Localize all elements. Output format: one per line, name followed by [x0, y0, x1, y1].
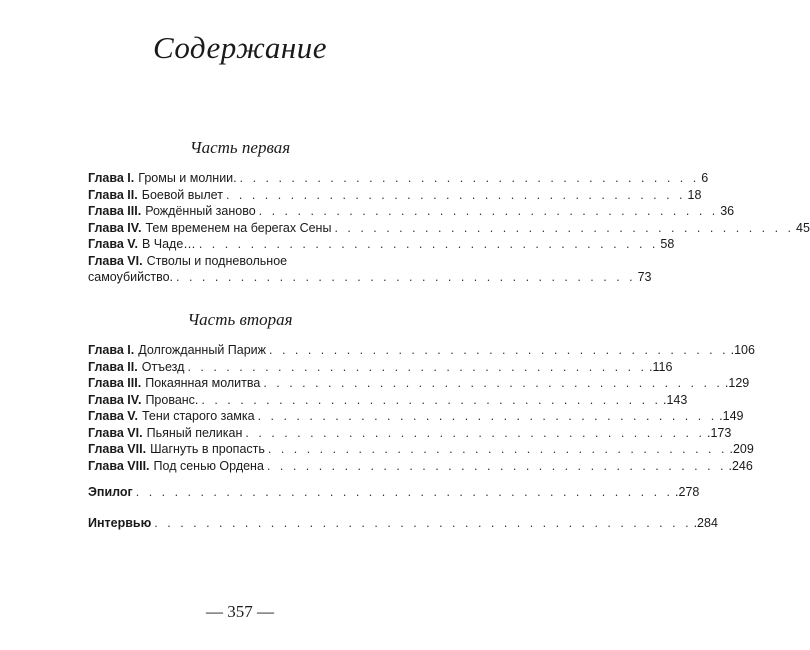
leader-dots: . . . . . . . . . . . . . . . . . . . . . . . . . . . . . . . . . . . . [267, 442, 728, 456]
page-ref: 45 [796, 220, 810, 235]
page-ref: .246 [728, 458, 753, 473]
chapter-title: В Чаде… [141, 237, 196, 251]
chapter-title-continuation: самоубийство. [88, 270, 174, 284]
leader-dots: . . . . . . . . . . . . . . . . . . . . . . . . . . . . . . . . . . . . . . . . . . [135, 485, 674, 499]
toc-entry[interactable] [88, 187, 702, 204]
chapter-label: Глава IV. [88, 220, 142, 235]
chapter-title: Боевой вылет [141, 187, 223, 202]
chapter-title: Прованс. [145, 392, 199, 407]
chapter-title: Тени старого замка [141, 409, 255, 423]
toc-entry[interactable] [88, 359, 673, 376]
part-one-heading: Часть первая [189, 138, 291, 157]
chapter-title: Покаянная молитва [145, 376, 261, 390]
chapter-title: Тем временем на берегах Сены [145, 220, 332, 235]
chapter-title: Под сенью Ордена [153, 458, 264, 473]
toc-entry[interactable] [88, 375, 750, 392]
page-ref: .143 [662, 392, 688, 407]
leader-dots: . . . . . . . . . . . . . . . . . . . . . . . . . . . . . . . . . . . . [334, 220, 795, 235]
chapter-title: Рождённый заново [145, 204, 256, 218]
leader-dots: . . . . . . . . . . . . . . . . . . . . . . . . . . . . . . . . . . . . [176, 270, 636, 284]
toc-entry[interactable] [88, 236, 675, 253]
toc-entry[interactable] [88, 342, 755, 359]
leader-dots: . . . . . . . . . . . . . . . . . . . . . . . . . . . . . . . . . . . . [258, 204, 719, 218]
toc-entry[interactable] [88, 253, 392, 270]
toc-entry-epilogue[interactable] [88, 484, 700, 501]
leader-dots: . . . . . . . . . . . . . . . . . . . . . . . . . . . . . . . . . . . . . . . . . . [154, 516, 692, 530]
chapter-title: Пьяный пеликан [146, 425, 243, 440]
chapter-label: Глава II. [88, 187, 138, 202]
page-ref: 58 [660, 237, 675, 251]
page-number: — 357 — [206, 602, 274, 621]
chapter-label: Глава VII. [88, 442, 147, 456]
chapter-label: Глава I. [88, 343, 135, 357]
chapter-title: Громы и молнии. [138, 171, 237, 185]
chapter-title: Отъезд [141, 359, 185, 374]
toc-entry[interactable] [88, 170, 709, 187]
page-ref: .284 [693, 516, 718, 530]
leader-dots: . . . . . . . . . . . . . . . . . . . . . . . . . . . . . . . . . . . . [245, 425, 705, 440]
toc-entry[interactable] [88, 458, 753, 475]
page-ref: .129 [724, 376, 750, 390]
toc-entry[interactable] [88, 441, 754, 458]
chapter-label: Глава IV. [88, 392, 142, 407]
leader-dots: . . . . . . . . . . . . . . . . . . . . . . . . . . . . . . . . . . . . [263, 376, 723, 390]
leader-dots: . . . . . . . . . . . . . . . . . . . . . . . . . . . . . . . . . . . . [198, 237, 659, 251]
epilogue-label: Эпилог [88, 485, 133, 499]
toc-entry-continuation[interactable] [88, 269, 652, 286]
chapter-title: Шагнуть в пропасть [150, 442, 265, 456]
toc-entry[interactable] [88, 392, 688, 409]
page-ref: 18 [687, 187, 702, 202]
leader-dots: . . . . . . . . . . . . . . . . . . . . . . . . . . . . . . . . . . . . [269, 343, 729, 357]
page-title: Содержание [152, 30, 328, 65]
chapter-label: Глава III. [88, 204, 142, 218]
page-ref: .278 [675, 485, 700, 499]
epilogue-toc [88, 484, 700, 501]
part-two-heading: Часть вторая [187, 310, 293, 329]
leader-dots: . . . . . . . . . . . . . . . . . . . . . . . . . . . . . . . . . . . . [225, 187, 686, 202]
page-ref: .173 [706, 425, 732, 440]
leader-dots: . . . . . . . . . . . . . . . . . . . . . . . . . . . . . . . . . . . . [187, 359, 648, 374]
leader-dots: . . . . . . . . . . . . . . . . . . . . . . . . . . . . . . . . . . . . [239, 171, 700, 185]
leader-dots: . . . . . . . . . . . . . . . . . . . . . . . . . . . . . . . . . . . . [266, 458, 727, 473]
leader-dots: . . . . . . . . . . . . . . . . . . . . . . . . . . . . . . . . . . . . [257, 409, 718, 423]
chapter-title: Стволы и подневольное [146, 253, 288, 268]
chapter-label: Глава VIII. [88, 458, 150, 473]
interview-toc [88, 515, 718, 532]
chapter-label: Глава III. [88, 376, 142, 390]
page-ref: .106 [730, 343, 755, 357]
page-ref: .149 [719, 409, 744, 423]
page-ref: .116 [649, 359, 673, 374]
chapter-label: Глава II. [88, 359, 138, 374]
toc-entry[interactable] [88, 408, 744, 425]
toc-entry[interactable] [88, 203, 735, 220]
chapter-title: Долгожданный Париж [138, 343, 267, 357]
toc-entry-interview[interactable] [88, 515, 718, 532]
chapter-label: Глава V. [88, 237, 138, 251]
page-ref: 73 [637, 270, 652, 284]
chapter-label: Глава I. [88, 171, 135, 185]
chapter-label: Глава VI. [88, 425, 143, 440]
part-one-toc [88, 170, 810, 286]
page-ref: 6 [701, 171, 709, 185]
page-ref: .209 [729, 442, 754, 456]
toc-entry[interactable] [88, 425, 732, 442]
leader-dots: . . . . . . . . . . . . . . . . . . . . . . . . . . . . . . . . . . . . [201, 392, 661, 407]
page-ref: 36 [720, 204, 735, 218]
chapter-label: Глава V. [88, 409, 138, 423]
chapter-label: Глава VI. [88, 253, 143, 268]
interview-label: Интервью [88, 516, 152, 530]
toc-entry[interactable] [88, 220, 810, 237]
part-two-toc [88, 342, 755, 474]
